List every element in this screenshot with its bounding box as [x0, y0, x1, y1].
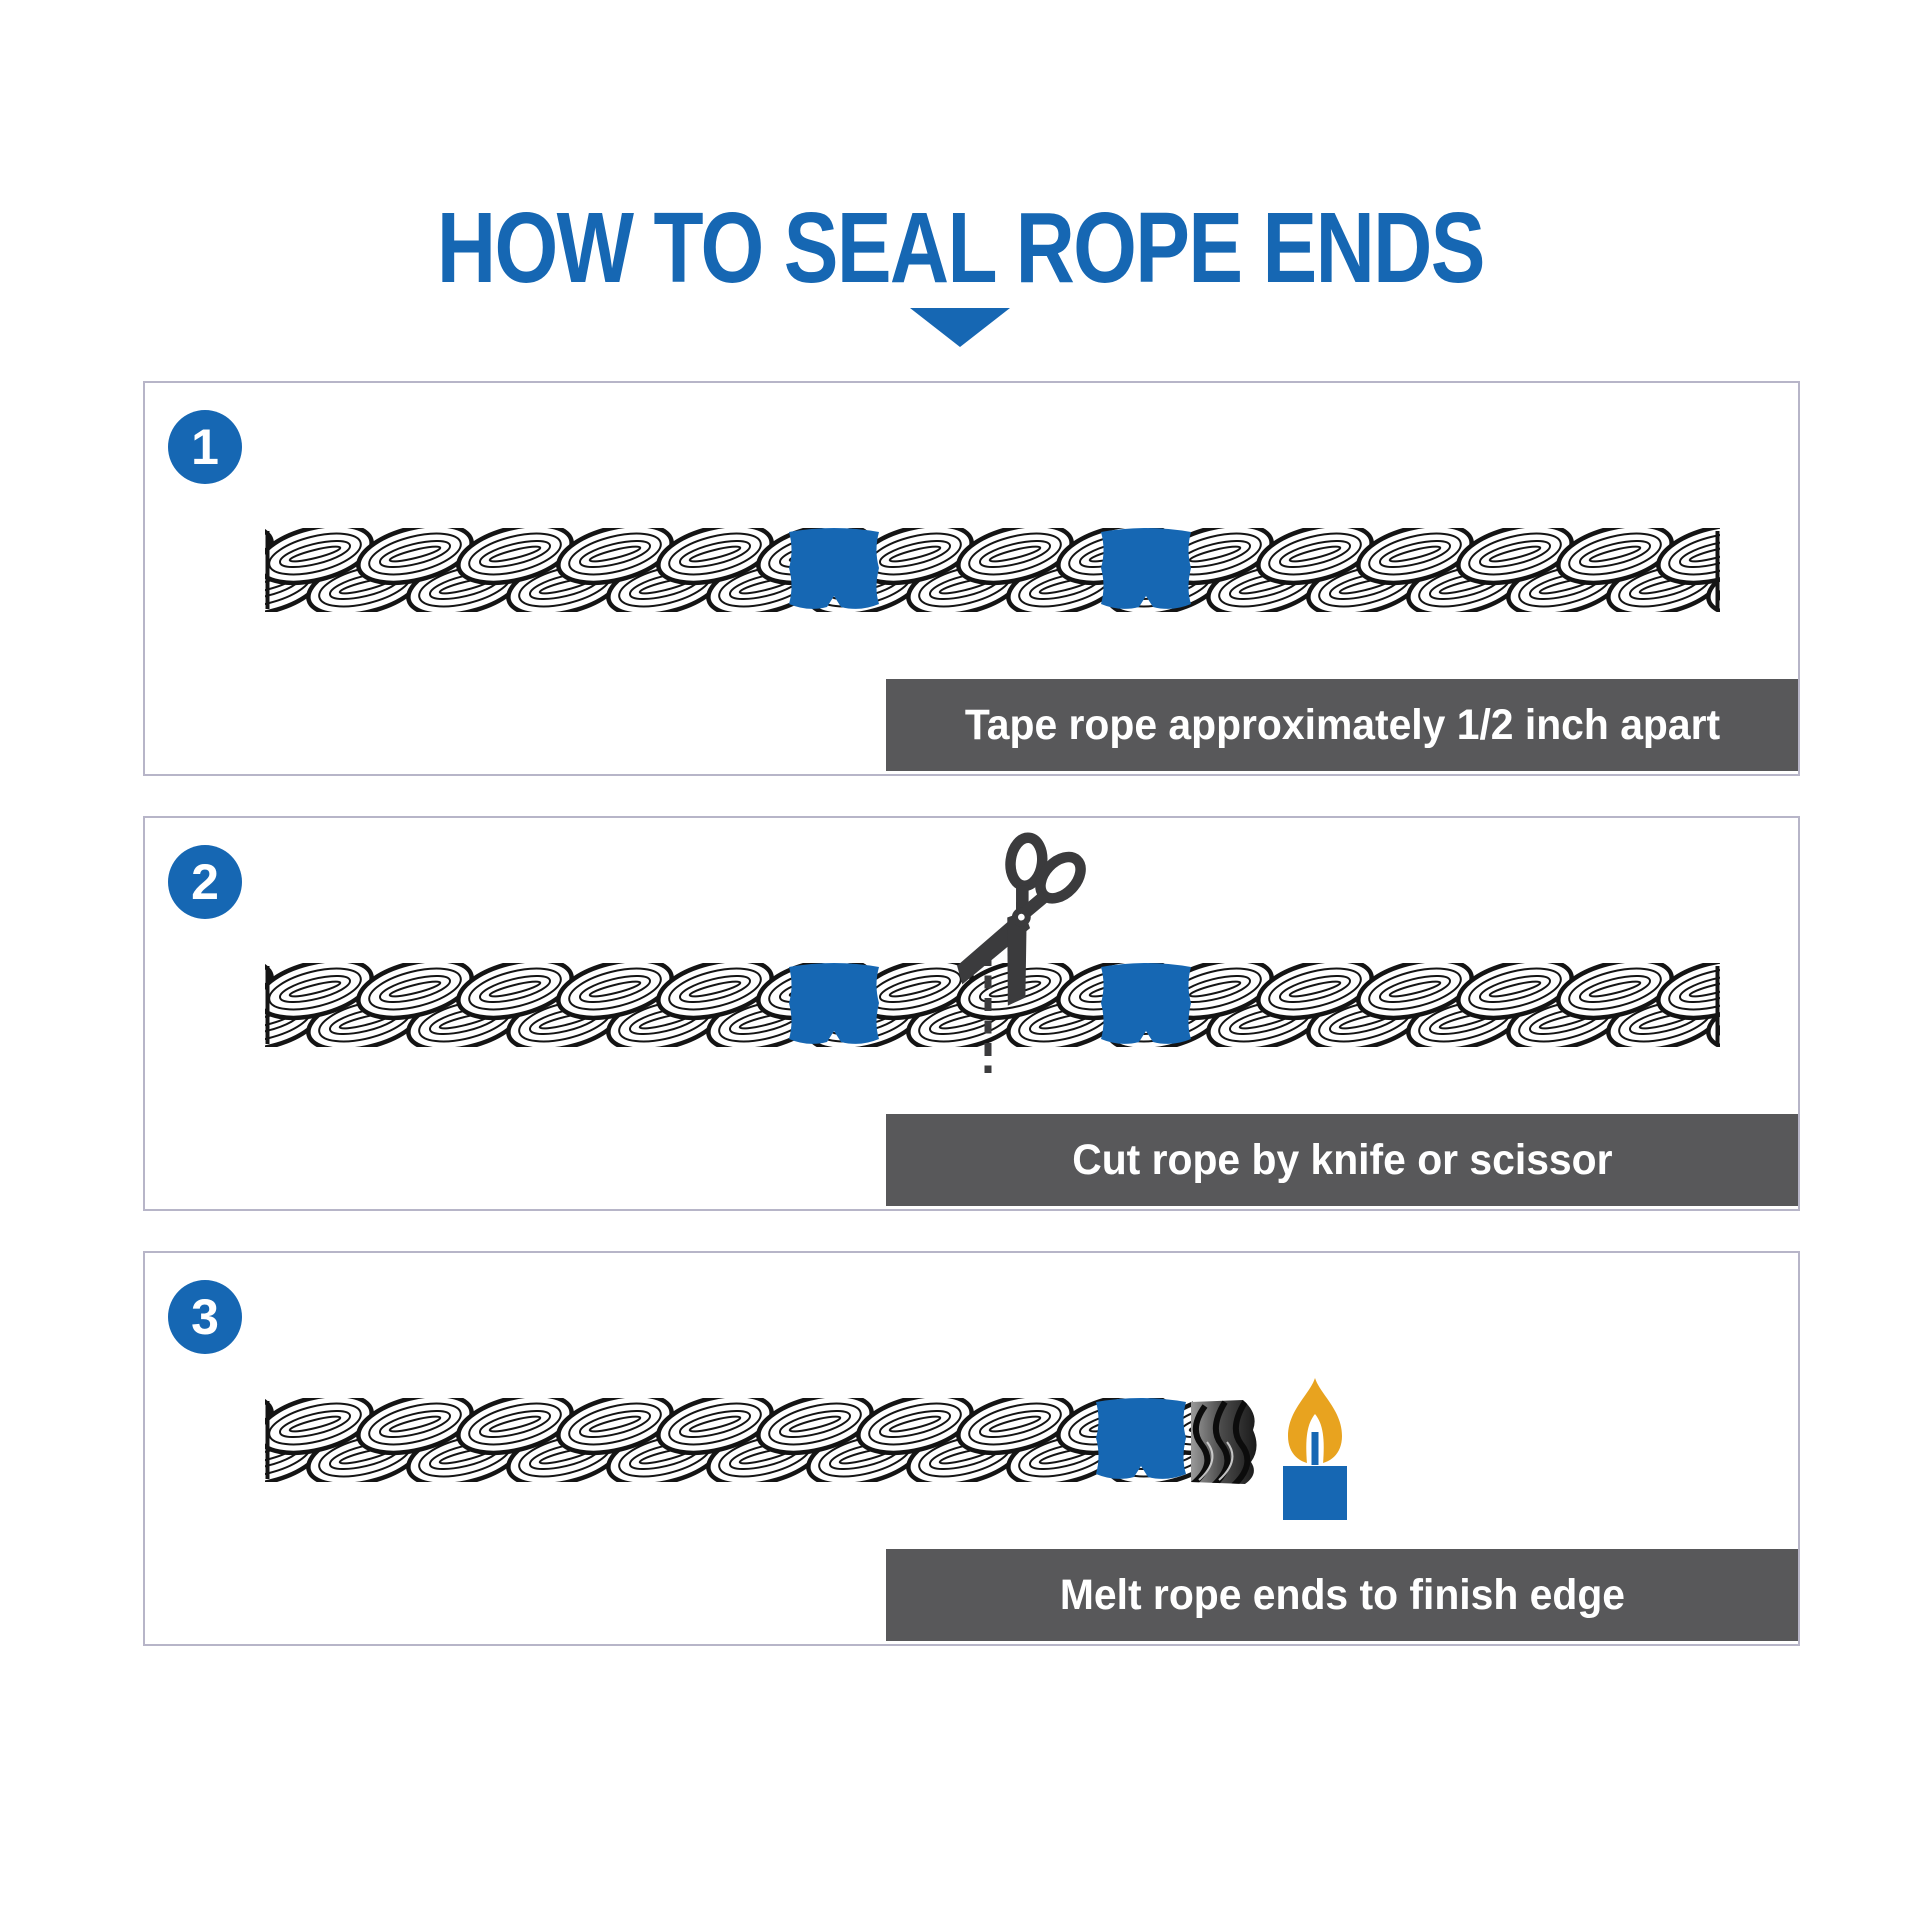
melted-rope-end	[1191, 1400, 1259, 1484]
down-triangle-icon	[910, 308, 1010, 347]
step-panel-1	[143, 381, 1800, 776]
candle-flame-icon	[1280, 1376, 1350, 1522]
tape-band	[1091, 1394, 1191, 1482]
tape-band	[784, 959, 884, 1047]
rope-illustration	[265, 1398, 1193, 1482]
caption-bar	[886, 1114, 1798, 1206]
step-panel-3	[143, 1251, 1800, 1646]
step-badge-3: 3	[168, 1280, 242, 1354]
page-title: HOW TO SEAL ROPE ENDS	[436, 192, 1484, 304]
caption-bar	[886, 679, 1798, 771]
step-caption: Tape rope approximately 1/2 inch apart	[964, 700, 1720, 749]
step-caption: Melt rope ends to finish edge	[1059, 1570, 1625, 1619]
caption-bar	[886, 1549, 1798, 1641]
step-badge-1: 1	[168, 410, 242, 484]
header	[0, 192, 1920, 304]
step-badge-2: 2	[168, 845, 242, 919]
tape-band	[1096, 524, 1196, 612]
tape-band	[1096, 959, 1196, 1047]
step-panel-2	[143, 816, 1800, 1211]
step-caption: Cut rope by knife or scissor	[1071, 1135, 1613, 1184]
tape-band	[784, 524, 884, 612]
rope-illustration	[265, 528, 1720, 612]
